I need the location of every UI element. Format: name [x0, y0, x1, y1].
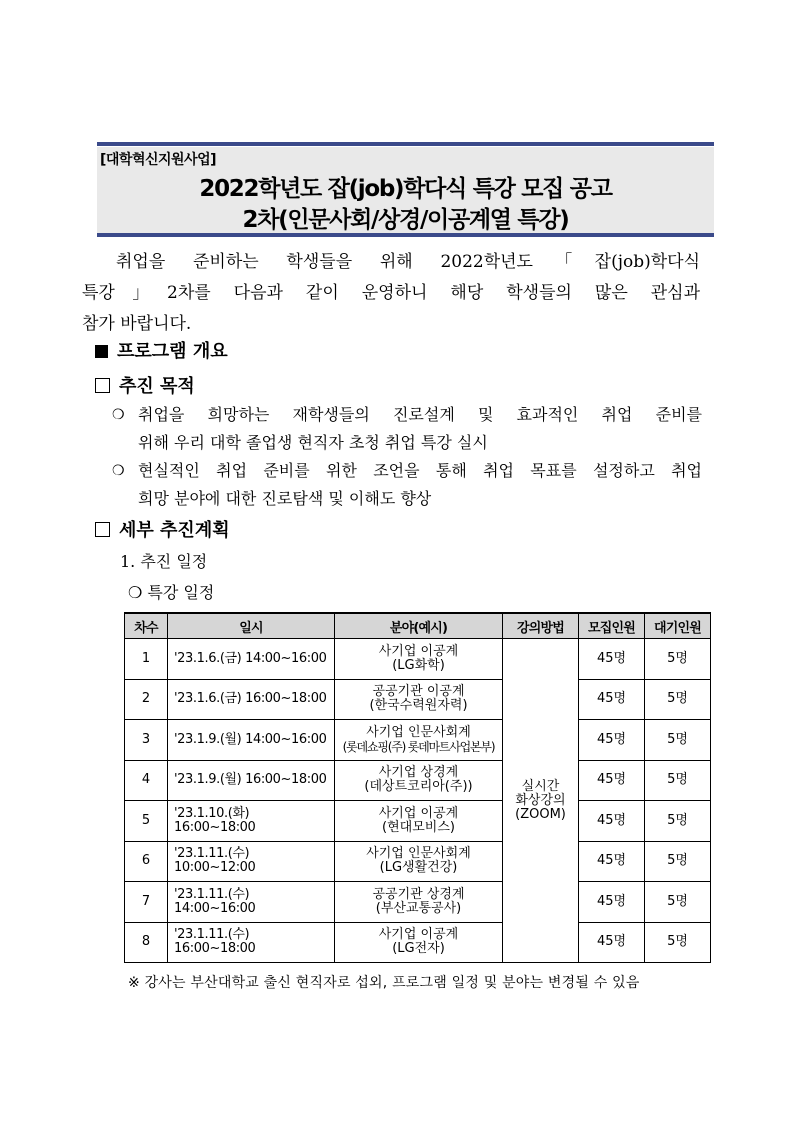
row-field: 공공기관 상경계 (부산교통공사) — [335, 882, 503, 923]
row-waitlist: 5명 — [645, 639, 711, 680]
table-row — [125, 760, 711, 801]
section-overview-heading — [95, 337, 228, 363]
row-field: 사기업 인문사회계 (LG생활건강) — [335, 841, 503, 882]
circle-bullet-icon: ❍ — [112, 407, 125, 423]
row-no: 4 — [125, 760, 168, 801]
header-datetime: 일시 — [168, 613, 335, 639]
row-waitlist: 5명 — [645, 760, 711, 801]
row-date: '23.1.9.(월) 14:00~16:00 — [168, 720, 335, 761]
row-date: '23.1.11.(수) 10:00~12:00 — [168, 841, 335, 882]
purpose-item-1-line2: 위해 우리 대학 졸업생 현직자 초청 취업 특강 실시 — [138, 433, 488, 452]
intro-line-3: 참가 바랍니다. — [82, 314, 192, 334]
header-round: 차수 — [125, 613, 168, 639]
row-date: '23.1.11.(수) 16:00~18:00 — [168, 922, 335, 963]
row-capacity: 45명 — [579, 760, 645, 801]
page-title-line1: 2022학년도 잡(job)학다식 특강 모집 공고 — [199, 176, 612, 202]
row-capacity: 45명 — [579, 882, 645, 923]
row-no: 6 — [125, 841, 168, 882]
schedule-table — [124, 612, 711, 963]
table-row — [125, 720, 711, 761]
row-field: 사기업 이공계 (LG화학) — [335, 639, 503, 680]
row-no: 3 — [125, 720, 168, 761]
section-purpose-heading — [95, 372, 195, 398]
table-row — [125, 841, 711, 882]
row-capacity: 45명 — [579, 922, 645, 963]
row-capacity: 45명 — [579, 801, 645, 842]
row-waitlist: 5명 — [645, 720, 711, 761]
row-no: 7 — [125, 882, 168, 923]
program-tag: [대학혁신지원사업] — [100, 152, 216, 168]
intro-line-2: 특강」2차를 다음과 같이 운영하니 해당 학생들의 많은 관심과 — [82, 283, 700, 303]
row-waitlist: 5명 — [645, 882, 711, 923]
circle-bullet-icon: ❍ — [112, 463, 125, 479]
row-capacity: 45명 — [579, 679, 645, 720]
section-plan-title: 세부 추진계획 — [119, 520, 230, 541]
header-waitlist: 대기인원 — [645, 613, 711, 639]
title-bottom-rule — [97, 233, 714, 237]
hollow-square-icon — [95, 378, 110, 393]
intro-line-1: 취업을 준비하는 학생들을 위해 2022학년도「잡(job)학다식 — [116, 252, 700, 272]
table-row — [125, 801, 711, 842]
row-no: 5 — [125, 801, 168, 842]
row-waitlist: 5명 — [645, 801, 711, 842]
row-no: 8 — [125, 922, 168, 963]
row-field: 공공기관 이공계 (한국수력원자력) — [335, 679, 503, 720]
intro-paragraph — [82, 247, 700, 340]
row-waitlist: 5명 — [645, 841, 711, 882]
row-no: 1 — [125, 639, 168, 680]
plan-sub-2: ❍ 특강 일정 — [128, 583, 215, 602]
table-row — [125, 679, 711, 720]
row-field: 사기업 상경계 (데상트코리아(주)) — [335, 760, 503, 801]
page-title-line2: 2차(인문사회/상경/이공계열 특강) — [242, 207, 569, 233]
purpose-item-1-line1: 취업을 희망하는 재학생들의 진로설계 및 효과적인 취업 준비를 — [138, 405, 702, 424]
row-capacity: 45명 — [579, 841, 645, 882]
purpose-item-2 — [112, 457, 702, 513]
row-date: '23.1.9.(월) 16:00~18:00 — [168, 760, 335, 801]
purpose-item-2-line1: 현실적인 취업 준비를 위한 조언을 통해 취업 목표를 설정하고 취업 — [138, 461, 702, 480]
header-capacity: 모집인원 — [579, 613, 645, 639]
purpose-item-2-line2: 희망 분야에 대한 진로탐색 및 이해도 향상 — [138, 489, 432, 508]
footnote: ※ 강사는 부산대학교 출신 현직자로 섭외, 프로그램 일정 및 분야는 변경될 수 있음 — [128, 975, 640, 991]
section-purpose-title: 추진 목적 — [119, 376, 195, 397]
table-header-row — [125, 613, 711, 639]
header-field: 분야(예시) — [335, 613, 503, 639]
row-date: '23.1.11.(수) 14:00~16:00 — [168, 882, 335, 923]
section-plan-heading — [95, 516, 230, 542]
header-method: 강의방법 — [503, 613, 579, 639]
row-date: '23.1.6.(금) 16:00~18:00 — [168, 679, 335, 720]
plan-sub-1: 1. 추진 일정 — [120, 552, 208, 571]
row-capacity: 45명 — [579, 720, 645, 761]
row-date: '23.1.6.(금) 14:00~16:00 — [168, 639, 335, 680]
lecture-method: 실시간 화상강의 (ZOOM) — [503, 639, 579, 963]
row-date: '23.1.10.(화) 16:00~18:00 — [168, 801, 335, 842]
row-field: 사기업 이공계 (LG전자) — [335, 922, 503, 963]
table-row — [125, 922, 711, 963]
hollow-square-icon — [95, 522, 110, 537]
row-capacity: 45명 — [579, 639, 645, 680]
row-waitlist: 5명 — [645, 679, 711, 720]
title-top-rule — [97, 142, 714, 146]
table-row — [125, 882, 711, 923]
row-field: 사기업 인문사회계 (롯데쇼핑(주) 롯데마트사업본부) — [335, 720, 503, 761]
purpose-item-1 — [112, 401, 702, 457]
row-field: 사기업 이공계 (현대모비스) — [335, 801, 503, 842]
table-row — [125, 639, 711, 680]
filled-square-icon — [95, 345, 108, 358]
section-overview-title: 프로그램 개요 — [117, 341, 228, 362]
row-no: 2 — [125, 679, 168, 720]
row-waitlist: 5명 — [645, 922, 711, 963]
